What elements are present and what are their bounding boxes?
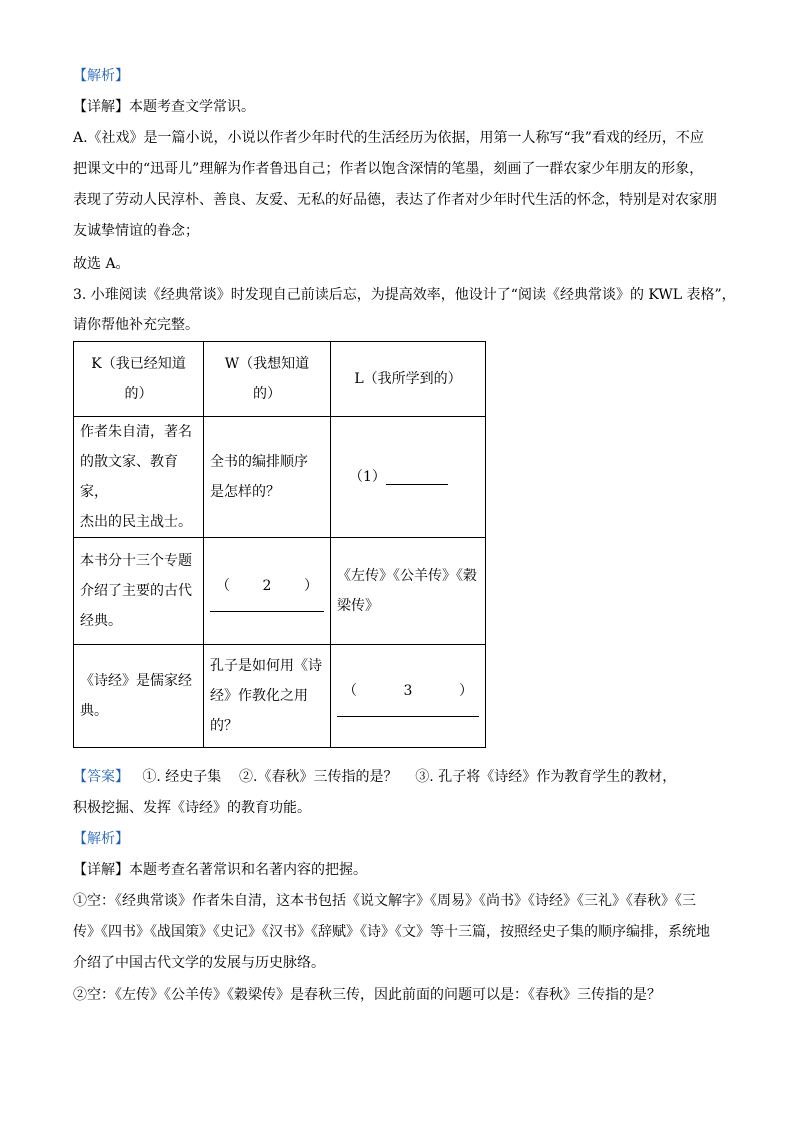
- cell-l: [331, 645, 486, 748]
- cell-text: 梁传》: [337, 598, 379, 614]
- paragraph-line: 介绍了中国古代文学的发展与历史脉络。: [73, 955, 325, 971]
- paragraph-line: ②空：《左传》《公羊传》《穀梁传》是春秋三传，因此前面的问题可以是：《春秋》三传指的是？: [73, 987, 661, 1003]
- cell-text: 经典。: [80, 613, 122, 629]
- header-w-line1: W（我想知道: [224, 356, 310, 372]
- paren-open: （: [216, 577, 230, 594]
- cell-text: 介绍了主要的古代: [80, 583, 192, 599]
- cell-l: [331, 417, 486, 538]
- header-k-line1: K（我已经知道: [91, 356, 186, 372]
- question-line: 3. 小琟阅读《经典常谈》时发现自己前读后忘，为提高效率，他设计了“阅读《经典常谈》的 KWL 表格”，: [73, 287, 736, 303]
- answer-line: 积极挖掘、发挥《诗经》的教育功能。: [73, 800, 311, 816]
- cell-text: 孔子是如何用《诗: [210, 658, 322, 674]
- answer-blank-1: [386, 468, 448, 485]
- header-l: [331, 342, 486, 417]
- header-k-line2: 的）: [124, 386, 153, 402]
- paragraph-line: 传》《四书》《战国策》《史记》《汉书》《辞赋》《诗》《文》等十三篇，按照经史子集的顺序编排，系统地: [73, 924, 710, 940]
- answer-blank-3: [337, 706, 479, 717]
- header-l-line1: L（我所学到的）: [354, 371, 462, 387]
- answer-blank-2: [210, 601, 324, 612]
- blank-number: 2: [262, 577, 272, 594]
- detail-line: 【详解】本题考查名著常识和名著内容的把握。: [73, 862, 367, 878]
- paragraph-line: 友诚挚情谊的眷念；: [73, 223, 199, 239]
- table-header-row: [74, 342, 486, 417]
- paren-open: （: [343, 682, 357, 699]
- cell-text: 杰出的民主战士。: [80, 514, 192, 530]
- cell-text: 本书分十三个专题: [80, 553, 192, 569]
- question-line: 请你帮他补充完整。: [73, 317, 199, 333]
- cell-text: 《诗经》是儒家经: [80, 673, 192, 689]
- table-row: [74, 645, 486, 748]
- cell-text: 全书的编排顺序: [210, 454, 308, 470]
- paragraph-line: ①空：《经典常谈》作者朱自清，这本书包括《说文解字》《周易》《尚书》《诗经》《三礼》《春秋》《三: [73, 893, 696, 909]
- cell-w: [204, 645, 331, 748]
- cell-text: 典。: [80, 703, 108, 719]
- blank-number: 3: [403, 682, 413, 699]
- cell-w: [204, 538, 331, 645]
- paragraph-line: A.《社戏》是一篇小说，小说以作者少年时代的生活经历为依据，用第一人称写“我”看戏的经历，不应: [73, 130, 704, 146]
- cell-text: 经》作教化之用: [210, 688, 308, 704]
- paren-close: ）: [458, 682, 473, 699]
- cell-w: [204, 417, 331, 538]
- table-row: [74, 417, 486, 538]
- answer-tag: 【答案】: [73, 769, 129, 785]
- cell-k: [74, 538, 204, 645]
- cell-text: 作者朱自清，著名: [80, 424, 192, 440]
- detail-line: 【详解】本题考查文学常识。: [73, 99, 255, 115]
- analysis-tag: 【解析】: [73, 831, 129, 847]
- header-w: [204, 342, 331, 417]
- answer-line: [73, 767, 676, 787]
- cell-l: [331, 538, 486, 645]
- answer-text: ①. 经史子集 ②.《春秋》三传指的是？ ③. 孔子将《诗经》作为教育学生的教材，: [129, 769, 677, 785]
- header-k: [74, 342, 204, 417]
- table-row: [74, 538, 486, 645]
- paren-close: ）: [303, 577, 318, 594]
- kwl-table: [73, 341, 486, 748]
- cell-text: 《左传》《公羊传》《穀: [337, 568, 477, 584]
- cell-k: [74, 645, 204, 748]
- analysis-tag: 【解析】: [73, 68, 129, 84]
- cell-k: [74, 417, 204, 538]
- choice-line: 故选 A。: [73, 256, 130, 272]
- cell-text: 的？: [210, 718, 238, 734]
- paragraph-line: 把课文中的“迅哥儿”理解为作者鲁迅自己；作者以饱含深情的笔墨，刻画了一群农家少年朋友的形象，: [73, 161, 704, 177]
- blank-number: （1）: [349, 469, 386, 485]
- paragraph-line: 表现了劳动人民淳朴、善良、友爱、无私的好品德，表达了作者对少年时代生活的怀念，特别是对农家朋: [73, 192, 717, 208]
- cell-text: 是怎样的？: [210, 484, 280, 500]
- header-w-line2: 的）: [253, 386, 281, 402]
- cell-text: 的散文家、教育家，: [80, 454, 178, 500]
